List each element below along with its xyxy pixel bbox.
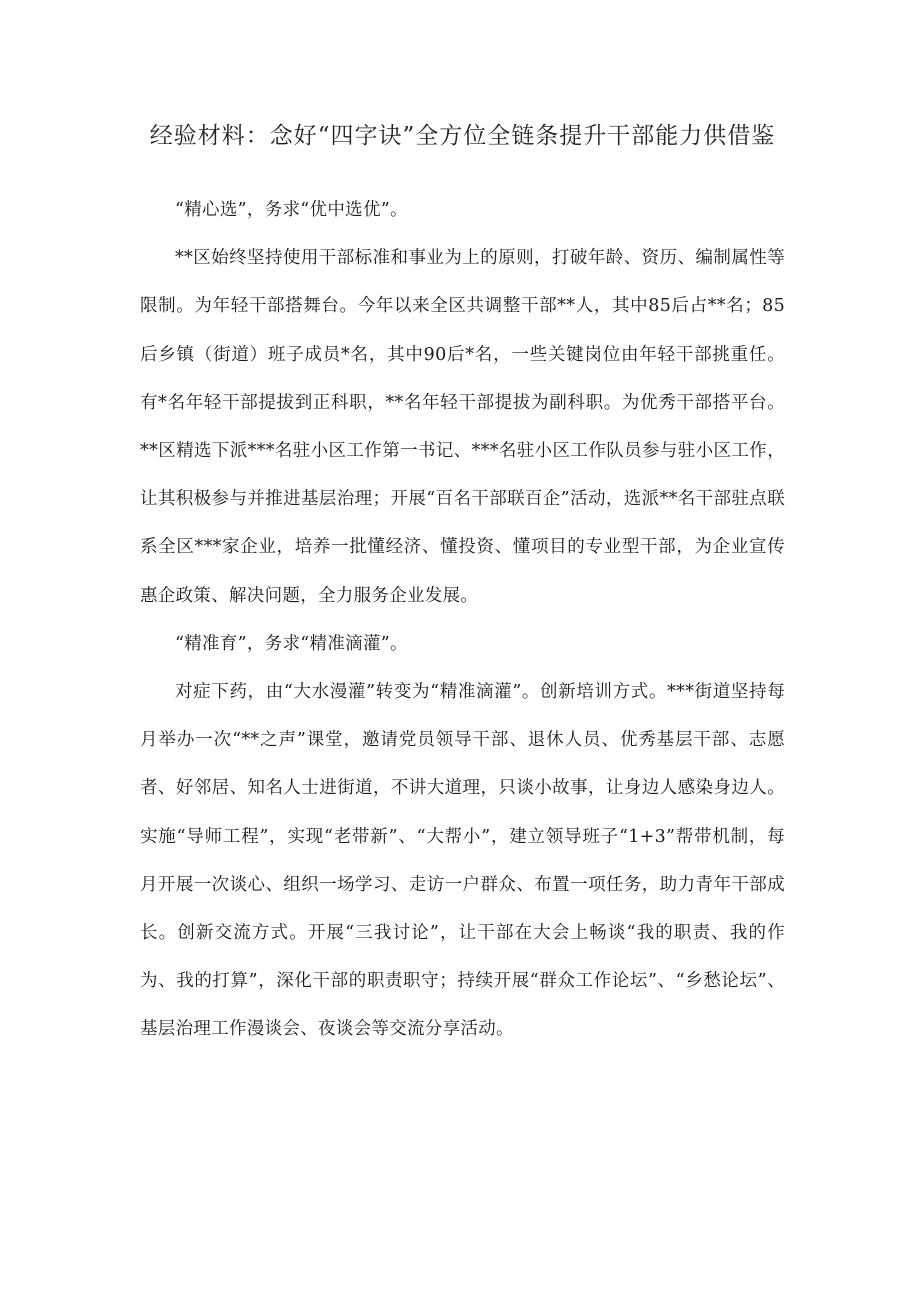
document-title: 经验材料：念好“四字诀”全方位全链条提升干部能力供借鉴 [149, 123, 776, 149]
document-body [140, 186, 785, 1054]
body-paragraph-selection: **区始终坚持使用干部标准和事业为上的原则，打破年龄、资历、编制属性等限制。为年轻干部搭舞台。今年以来全区共调整干部**人，其中85后占**名；85后乡镇（街道）班子成员*名，其中90后*名，一些关键岗位由年轻干部挑重任。有*名年轻干部提拔到正科职，**名年轻干部提拔为副科职。为优秀干部搭平台。**区精选下派***名驻小区工作第一书记、***名驻小区工作队员参与驻小区工作，让其积极参与并推进基层治理；开展“百名干部联百企”活动，选派**名干部驻点联系全区***家企业，培养一批懂经济、懂投资、懂项目的专业型干部，为企业宣传惠企政策、解决问题，全力服务企业发展。 [140, 248, 785, 606]
section-heading-training: “精准育”，务求“精准滴灌”。 [175, 633, 408, 654]
section-heading-selection: “精心选”，务求“优中选优”。 [175, 200, 408, 220]
document-page [140, 118, 785, 1054]
body-paragraph-training: 对症下药，由“大水漫灌”转变为“精准滴灌”。创新培训方式。***街道坚持每月举办一次“**之声”课堂，邀请党员领导干部、退休人员、优秀基层干部、志愿者、好邻居、知名人士进街道，不讲大道理，只谈小故事，让身边人感染身边人。实施“导师工程”，实现“老带新”、“大帮小”，建立领导班子“1+3”帮带机制，每月开展一次谈心、组织一场学习、走访一户群众、布置一项任务，助力青年干部成长。创新交流方式。开展“三我讨论”，让干部在大会上畅谈“我的职责、我的作为、我的打算”，深化干部的职责职守；持续开展“群众工作论坛”、“乡愁论坛”、基层治理工作漫谈会、夜谈会等交流分享活动。 [140, 682, 785, 1040]
